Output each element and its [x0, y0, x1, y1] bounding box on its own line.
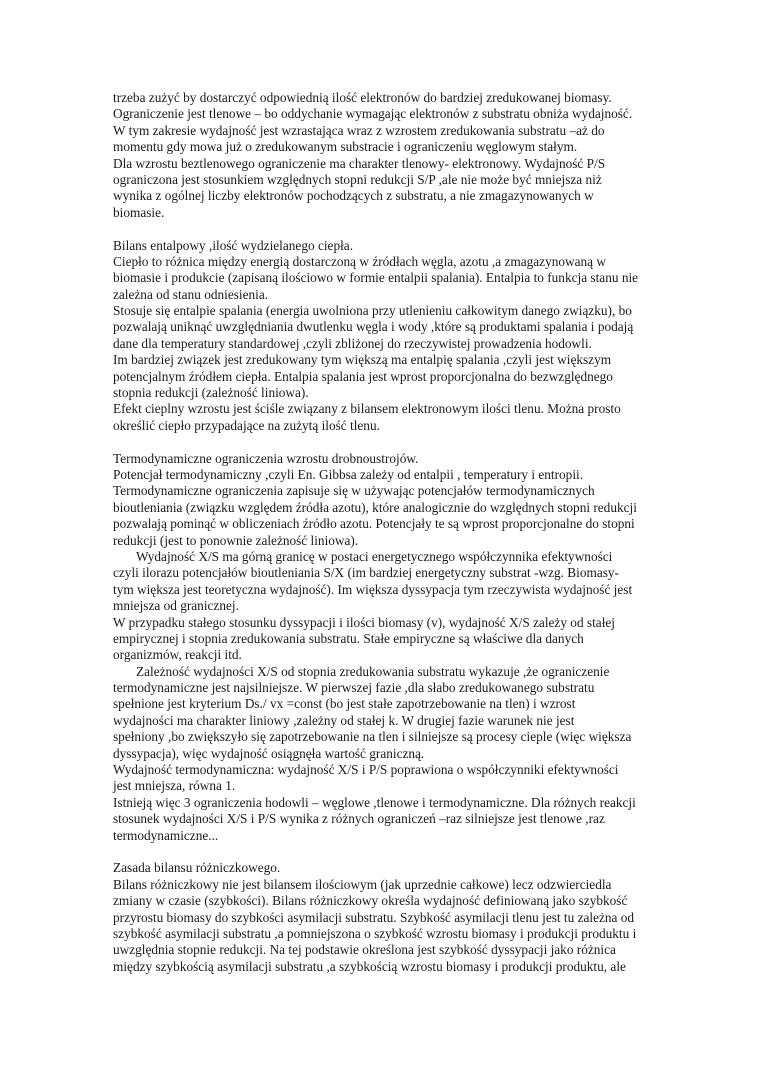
text-line: biomasie. — [113, 204, 165, 220]
text-line: jest mniejsza, równa 1. — [113, 778, 236, 794]
text-line: wydajności ma charakter liniowy ,zależny od stałej k. W drugiej fazie warunek nie jest — [113, 712, 575, 728]
text-line: Termodynamiczne ograniczenia zapisuje się w używając potencjałów termodynamicznych — [113, 483, 595, 499]
text-line: Istnieją więc 3 ograniczenia hodowli – węglowe ,tlenowe i termodynamiczne. Dla różnych reakcji — [113, 794, 636, 810]
text-line: Dla wzrostu beztlenowego ograniczenie ma charakter tlenowy- elektronowy. Wydajność P/S — [113, 155, 606, 171]
text-line: zależna od stanu odniesienia. — [113, 286, 269, 302]
text-line: uwzględnia stopnie redukcji. Na tej podstawie określona jest szybkość dyssypacji jako różnica — [113, 942, 616, 958]
text-line: określić ciepło przypadające na zużytą ilość tlenu. — [113, 417, 380, 433]
text-line: Ciepło to różnica między energią dostarczoną w źródłach węgla, azotu ,a zmagazynowaną w — [113, 253, 607, 269]
section-heading: Zasada bilansu różniczkowego. — [113, 860, 281, 876]
text-line: Bilans różniczkowy nie jest bilansem ilościowym (jak uprzednie całkowe) lecz odzwierciedla — [113, 876, 612, 892]
text-line: przyrostu biomasy do szybkości asymilacji substratu. Szybkość asymilacji tlenu jest tu zależna od — [113, 909, 635, 925]
text-line: Wydajność X/S ma górną granicę w postaci energetycznego współczynnika efektywności — [136, 548, 613, 564]
text-line: spełniony ,bo zwiększyło się zapotrzebowanie na tlen i silniejsze są procesy cieple (więc większa — [113, 729, 632, 745]
text-line: szybkość asymilacji substratu ,a pomniejszona o szybkość wzrostu biomasy i produkcji produktu i — [113, 925, 637, 941]
document-page — [113, 90, 673, 975]
text-line: wynika z ogólnej liczby elektronów pochodzących z substratu, a nie zmagazynowanych w — [113, 188, 594, 204]
text-line: trzeba zużyć by dostarczyć odpowiednią ilość elektronów do bardziej zredukowanej biomasy. — [113, 90, 612, 105]
paragraph-spacer — [113, 844, 673, 860]
text-line: redukcji (jest to ponownie zależność liniowa). — [113, 532, 359, 548]
text-line: czyli ilorazu potencjałów bioutleniania S/X (im bardziej energetyczny substrat -wzg. Biomasy- — [113, 565, 619, 581]
text-line: Potencjał termodynamiczny ,czyli En. Gibbsa zależy od entalpii , temperatury i entropii. — [113, 466, 584, 482]
text-line: Im bardziej związek jest zredukowany tym większą ma entalpię spalania ,czyli jest większym — [113, 352, 612, 368]
section-heading: Bilans entalpowy ,ilość wydzielanego ciepła. — [113, 237, 354, 253]
text-line: zmiany w czasie (szybkości). Bilans różniczkowy określa wydajność definiowaną jako szybkość — [113, 893, 628, 909]
paragraph-thermodynamic-limits — [113, 451, 673, 844]
text-line: termodynamiczne jest najsilniejsze. W pierwszej fazie ,dla słabo zredukowanego substratu — [113, 680, 595, 696]
text-line: pozwalają uniknąć uwzględniania dwutlenku węgla i wody ,które są produktami spalania i podają — [113, 319, 634, 335]
text-line: biomasie i produkcie (zapisaną ilościowo w formie entalpii spalania). Entalpia to funkcja stanu nie — [113, 270, 639, 286]
paragraph-spacer — [113, 434, 673, 450]
text-line: empirycznej i stopnia zredukowania substratu. Stałe empiryczne są właściwe dla danych — [113, 630, 584, 646]
text-line: ograniczona jest stosunkiem względnych stopni redukcji S/P ,ale nie może być mniejsza niż — [113, 171, 602, 187]
text-line: Zależność wydajności X/S od stopnia zredukowania substratu wykazuje ,że ograniczenie — [136, 663, 610, 679]
text-line: termodynamiczne... — [113, 827, 219, 843]
text-line: Stosuje się entalpie spalania (energia uwolniona przy utlenieniu całkowitym danego związku), bo — [113, 303, 632, 319]
paragraph-enthalpy-balance — [113, 238, 673, 435]
text-line: Efekt cieplny wzrostu jest ściśle związany z bilansem elektronowym ilości tlenu. Można prosto — [113, 401, 621, 417]
text-line: dyssypacja), więc wydajność osiągnęła wartość graniczną. — [113, 745, 425, 761]
section-heading: Termodynamiczne ograniczenia wzrostu drobnoustrojów. — [113, 450, 419, 466]
paragraph-spacer — [113, 221, 673, 237]
paragraph-differential-balance — [113, 860, 673, 975]
text-line: stopnia redukcji (zależność liniowa). — [113, 385, 309, 401]
text-line: bioutleniania (związku względem źródła azotu), które analogicznie do względnych stopni redukcji — [113, 499, 637, 515]
text-line: spełnione jest kryterium Ds./ vx =const (bo jest stałe zapotrzebowanie na tlen) i wzrost — [113, 696, 576, 712]
text-line: między szybkością asymilacji substratu ,a szybkością wzrostu biomasy i produkcji produktu, ale — [113, 958, 626, 974]
text-line: dane dla temperatury standardowej ,czyli zbliżonej do rzeczywistej prowadzenia hodowli. — [113, 335, 592, 351]
paragraph-oxygen-limit — [113, 90, 673, 221]
text-line: pozwalają pominąć w obliczeniach źródło azotu. Potencjały te są wprost proporcjonalne do stopni — [113, 516, 635, 532]
text-line: tym większa jest teoretyczna wydajność). Im większa dyssypacja tym rzeczywista wydajność jest — [113, 581, 633, 597]
text-line: potencjalnym źródłem ciepła. Entalpia spalania jest wprost proporcjonalna do bezwzględnego — [113, 368, 613, 384]
text-line: stosunek wydajności X/S i P/S wynika z różnych ograniczeń –raz silniejsze jest tlenowe ,raz — [113, 811, 605, 827]
text-line: Ograniczenie jest tlenowe – bo oddychanie wymagając elektronów z substratu obniża wydajność. — [113, 106, 633, 122]
text-line: W tym zakresie wydajność jest wzrastająca wraz z wzrostem zredukowania substratu –aż do — [113, 122, 605, 138]
text-line: mniejsza od granicznej. — [113, 598, 239, 614]
text-line: organizmów, reakcji itd. — [113, 647, 242, 663]
text-line: W przypadku stałego stosunku dyssypacji i ilości biomasy (v), wydajność X/S zależy od stałej — [113, 614, 615, 630]
text-line: momentu gdy mowa już o zredukowanym substracie i ograniczeniu węglowym stałym. — [113, 139, 578, 155]
text-line: Wydajność termodynamiczna: wydajność X/S i P/S poprawiona o współczynniki efektywności — [113, 762, 619, 778]
